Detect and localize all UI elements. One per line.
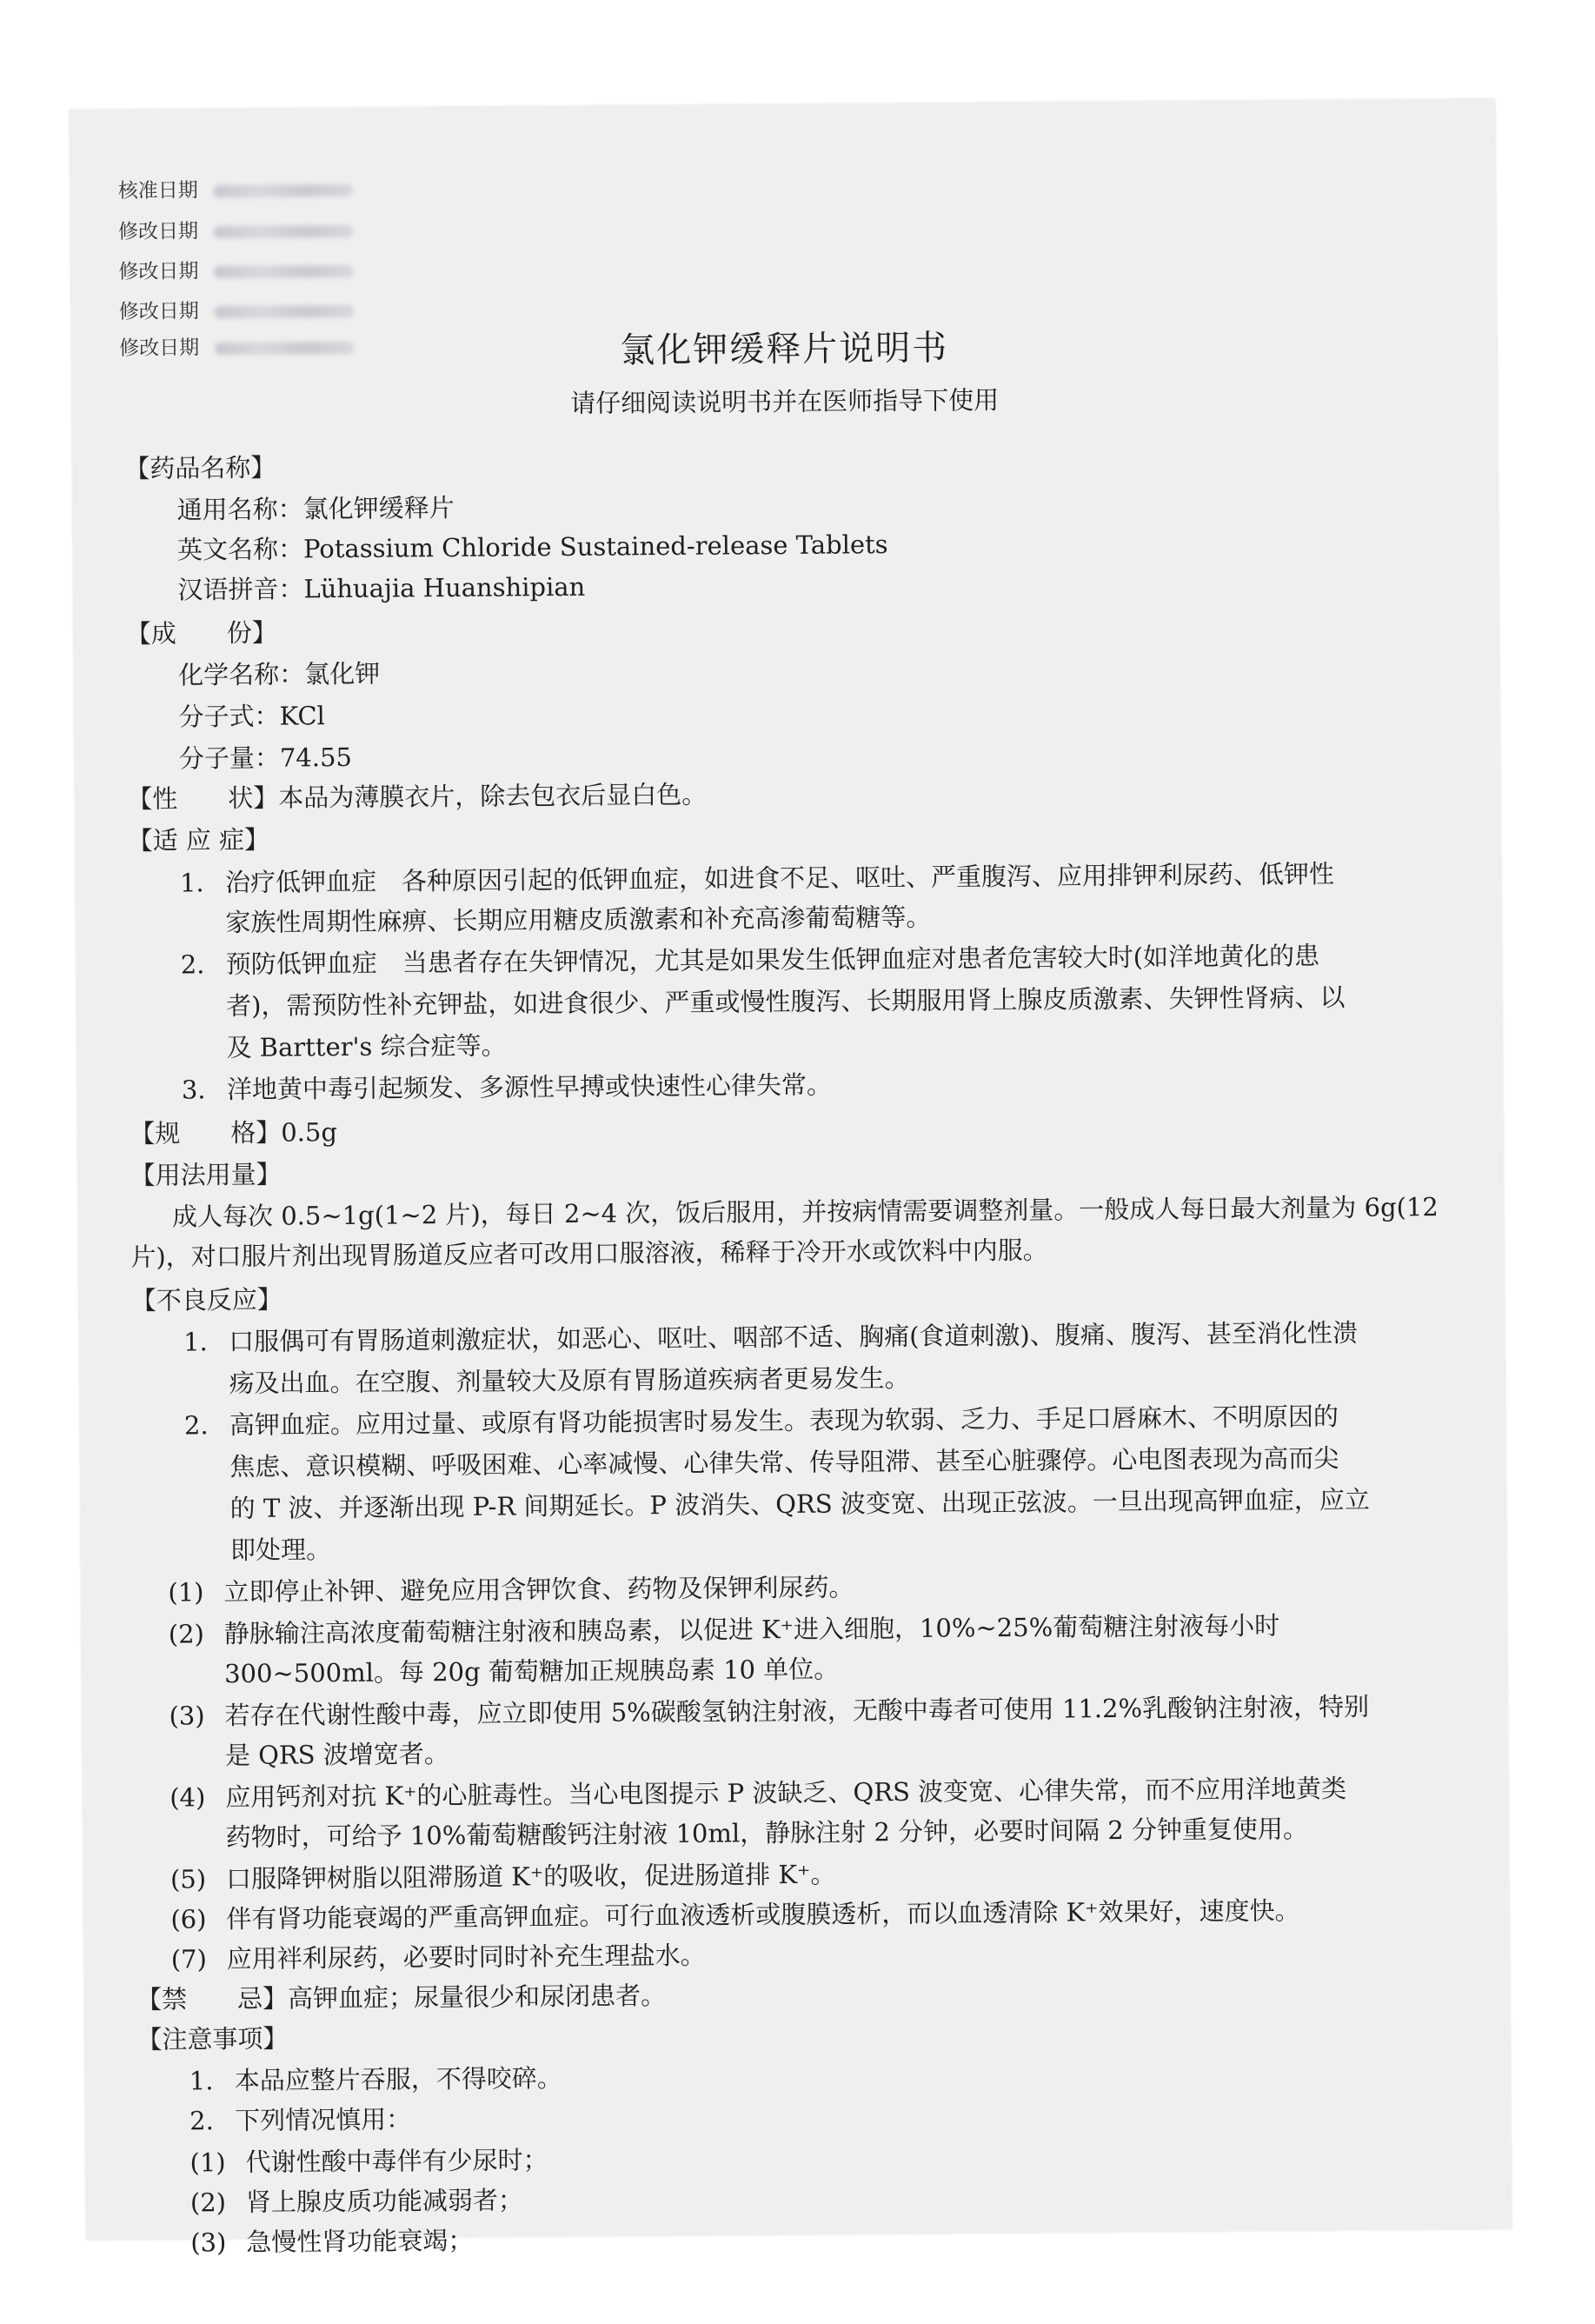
redacted-date [214,184,353,197]
item-text: 代谢性酸中毒伴有少尿时； [245,2145,548,2177]
item-text: 急慢性肾功能衰竭； [246,2225,474,2257]
item-text-continued: 300~500ml。每 20g 葡萄糖加正规胰岛素 10 单位。 [224,1654,840,1689]
revision-date-label: 修改日期 [119,336,200,360]
item-text: 口服降钾树脂以阻滞肠道 K⁺的吸收，促进肠道排 K⁺。 [225,1859,836,1894]
list-item [169,1608,1280,1652]
item-number: 2. [183,1410,209,1441]
item-number: 3. [181,1075,206,1105]
item-text: 下列情况慎用： [235,2104,412,2136]
item-number: (5) [169,1864,207,1894]
item-text: 口服偶可有胃肠道刺激症状，如恶心、呕吐、咽部不适、胸痛(食道刺激)、腹痛、腹泻、甚至消化性溃 [229,1317,1358,1357]
item-number: 1. [183,1327,208,1357]
item-text: 治疗低钾血症 各种原因引起的低钾血症，如进食不足、呕吐、严重腹泻、应用排钾利尿药、低钾性 [224,859,1335,898]
list-item [189,2101,411,2138]
redacted-date [214,225,353,238]
item-text-continued: 药物时，可给予 10%葡萄糖酸钙注射液 10ml，静脉注射 2 分钟，必要时间隔 2 分钟重复使用。 [225,1814,1309,1853]
revision-date-label: 修改日期 [118,260,199,284]
item-text-continued: 是 QRS 波增宽者。 [224,1739,449,1771]
item-number: (2) [189,2187,227,2218]
document-title: 氯化钾缓释片说明书 [620,328,949,371]
item-number: 2. [189,2106,215,2136]
item-text: 伴有肾功能衰竭的严重高钾血症。可行血液透析或腹膜透析，而以血透清除 K⁺效果好，速度快。 [226,1895,1300,1934]
item-text-continued: 者)，需预防性补充钾盐，如进食很少、严重或慢性腹泻、长期服用肾上腺皮质激素、失钾性肾病、以 [225,982,1346,1022]
section-heading-indications: 【适 应 症】 [127,824,270,856]
chemical-name: 化学名称：氯化钾 [178,658,381,690]
item-text: 预防低钾血症 当患者存在失钾情况，尤其是如果发生低钾血症对患者危害较大时(如洋地黄化的患 [225,941,1320,980]
item-text-continued: 及 Bartter's 综合症等。 [226,1030,507,1063]
item-text: 本品应整片吞服，不得咬碎。 [234,2063,562,2096]
item-text: 洋地黄中毒引起频发、多源性早搏或快速性心律失常。 [226,1069,833,1105]
generic-name: 通用名称：氯化钾缓释片 [176,492,455,525]
section-heading-drug-name: 【药品名称】 [124,452,276,483]
list-item [183,1315,1358,1360]
item-text: 应用钙剂对抗 K⁺的心脏毒性。当心电图提示 P 波缺乏、QRS 波变宽、心律失常，而不应用洋地黄类 [225,1773,1347,1813]
item-text: 应用袢利尿药，必要时同时补充生理盐水。 [226,1940,706,1974]
list-item [169,1689,1369,1734]
item-number: (7) [170,1944,207,1974]
item-number: (6) [170,1904,207,1934]
list-item [189,2061,562,2098]
section-contraindications: 【禁 忌】高钾血症；尿量很少和尿闭患者。 [136,1981,667,2014]
document-subtitle: 请仔细阅读说明书并在医师指导下使用 [570,385,1000,418]
item-text: 若存在代谢性酸中毒，应立即使用 5%碳酸氢钠注射液，无酸中毒者可使用 11.2%乳酸钠注射液，特别 [224,1691,1370,1731]
list-item [168,1569,854,1609]
item-number: 1. [179,868,204,898]
redacted-date [214,265,353,278]
item-number: (1) [189,2148,226,2178]
item-number: (1) [168,1577,204,1608]
revision-date-row [118,254,353,284]
item-text-continued: 焦虑、意识模糊、呼吸困难、心率减慢、心律失常、传导阻滞、甚至心脏骤停。心电图表现为高而尖 [229,1443,1339,1482]
approval-date-row [118,173,353,203]
english-name: 英文名称：Potassium Chloride Sustained-release Tablets [176,529,888,565]
item-number: (3) [190,2227,227,2258]
list-item [181,938,1320,982]
item-text: 肾上腺皮质功能减弱者； [245,2185,524,2217]
molecular-formula: 分子式：KCl [178,701,325,732]
list-item [169,1771,1346,1815]
dosage-text: 成人每次 0.5~1g(1~2 片)，每日 2~4 次，饭后服用，并按病情需要调整剂量。一般成人每日最大剂量为 6g(12 [171,1192,1439,1232]
revision-date-label: 修改日期 [118,300,199,324]
list-item [190,2182,523,2220]
section-heading-ingredients: 【成 份】 [125,617,277,649]
section-heading-adverse-reactions: 【不良反应】 [130,1284,282,1315]
dosage-text-continued: 片)，对口服片剂出现胃肠道反应者可改用口服溶液，稀释于冷开水或饮料中内服。 [130,1235,1048,1272]
item-text: 立即停止补钾、避免应用含钾饮食、药物及保钾利尿药。 [223,1572,854,1608]
list-item [189,2142,548,2180]
list-item [190,2223,473,2261]
item-text-continued: 家族性周期性麻痹、长期应用糖皮质激素和补充高渗葡萄糖等。 [225,902,932,938]
section-heading-dosage: 【用法用量】 [130,1159,282,1190]
list-item [170,1857,836,1897]
item-number: (3) [169,1701,205,1731]
list-item [171,1938,706,1977]
item-text: 高钾血症。应用过量、或原有肾功能损害时易发生。表现为软弱、乏力、手足口唇麻木、不明原因的 [229,1402,1339,1441]
revision-date-row [118,214,353,244]
item-number: (4) [169,1782,206,1813]
item-number: 2. [180,949,205,980]
molecular-weight: 分子量：74.55 [178,742,353,774]
document-page [70,99,1512,2258]
approval-date-label: 核准日期 [117,179,198,203]
pinyin-name: 汉语拼音：Lühuajia Huanshipian [177,571,586,605]
revision-date-label: 修改日期 [118,220,199,244]
list-item [182,1068,832,1108]
list-item [180,856,1334,900]
item-number: (2) [168,1619,205,1649]
item-text-continued: 疡及出血。在空腹、剂量较大及原有胃肠道疾病者更易发生。 [229,1362,910,1399]
revision-date-row [119,294,354,324]
section-properties: 【性 状】本品为薄膜衣片，除去包衣后显白色。 [127,779,708,814]
item-text: 静脉输注高浓度葡萄糖注射液和胰岛素，以促进 K⁺进入细胞，10%~25%葡萄糖注射液每小时 [223,1610,1280,1649]
redacted-date [215,305,354,318]
list-item [170,1893,1299,1936]
section-specification: 【规 格】0.5g [130,1117,338,1149]
item-text-continued: 即处理。 [229,1535,332,1566]
item-text-continued: 的 T 波、并逐渐出现 P-R 间期延长。P 波消失、QRS 波变宽、出现正弦波。一旦出现高钾血症，应立 [229,1484,1370,1524]
section-heading-precautions: 【注意事项】 [136,2023,289,2054]
item-number: 1. [189,2066,214,2096]
list-item [184,1399,1339,1442]
